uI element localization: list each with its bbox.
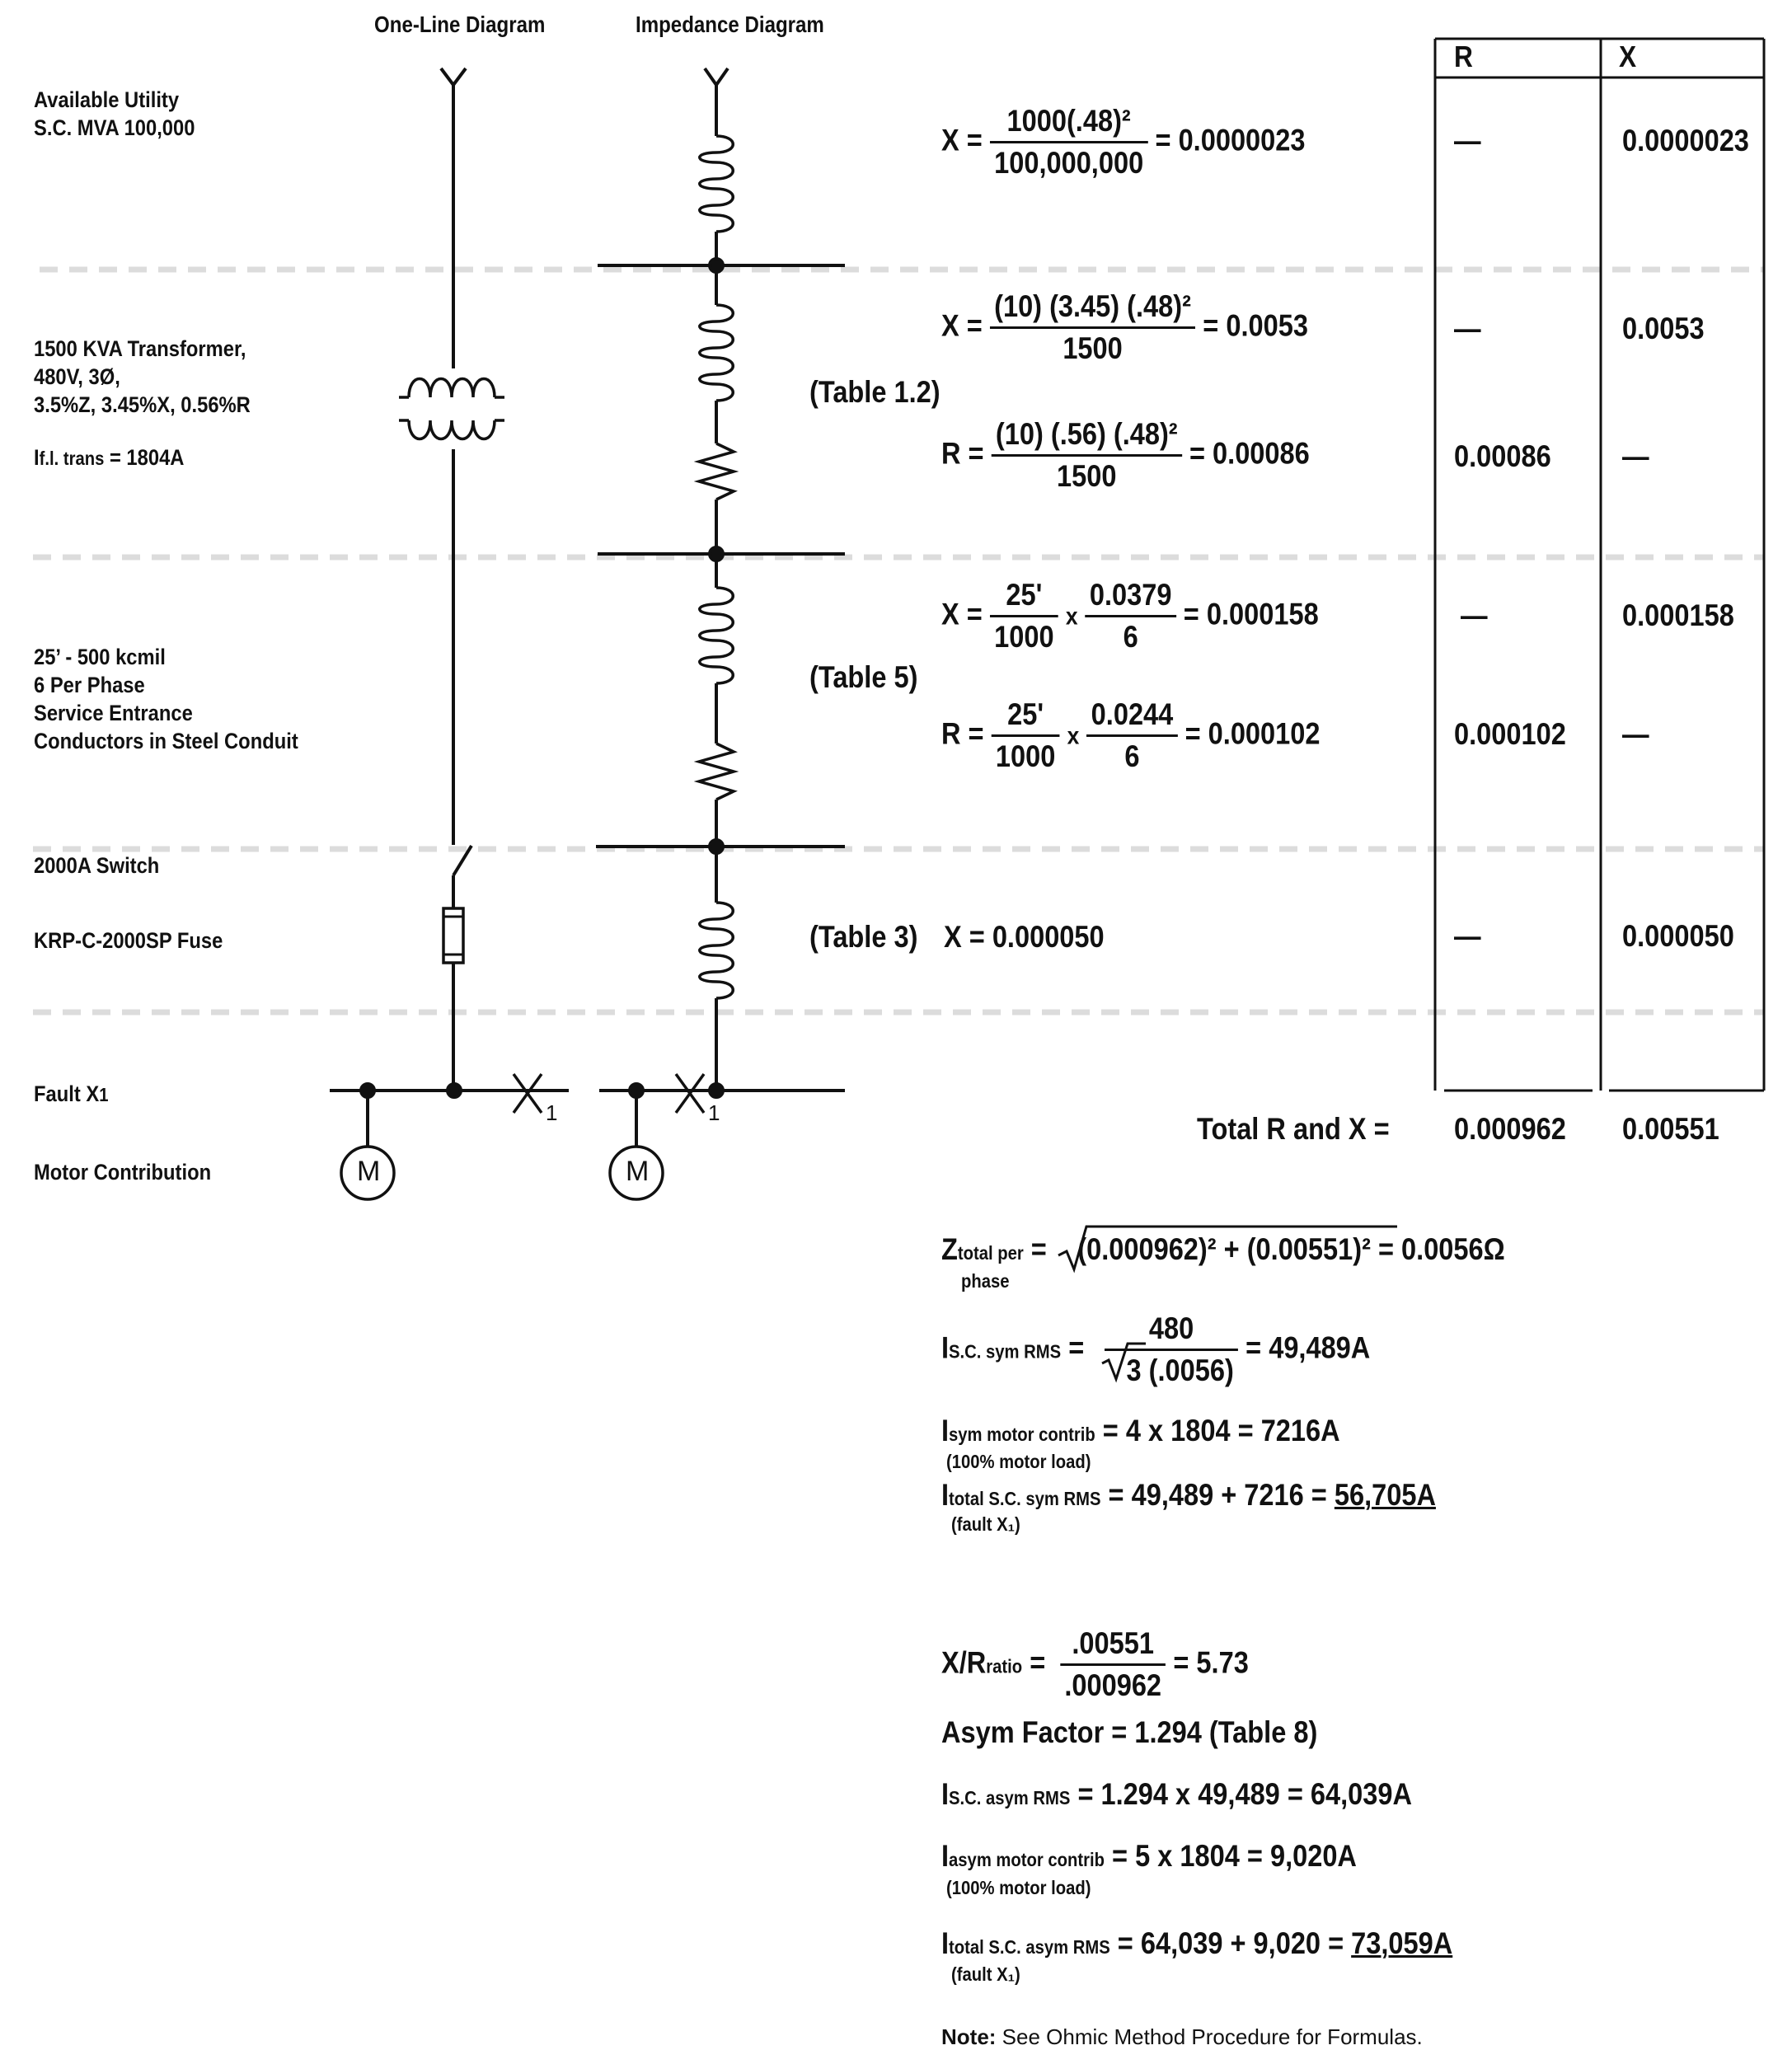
table-cell-r-transformer-x: — (1454, 312, 1481, 345)
transformer-label-line-2: 480V, 3Ø, (34, 364, 120, 389)
one-line-node-bus (448, 1084, 461, 1097)
calc-motor-contrib-asym-note: (100% motor load) (946, 1877, 1091, 1898)
calc-motor-contrib-asym: Iasym motor contrib = 5 x 1804 = 9,020A (941, 1839, 1357, 1873)
impedance-fault-index: 1 (708, 1100, 720, 1125)
equation-transformer-x: X = $\frac{\text{(10) (3.45) (.48)²}}{1500}$ = 0.0053 (941, 289, 1308, 365)
calc-z-total: Ztotal per = (0.000962)² + (0.00551)² = 0.0056Ω (941, 1232, 1505, 1266)
cable-label-line-3: Service Entrance (34, 701, 193, 725)
motor-contribution-label: Motor Contribution (34, 1160, 212, 1184)
cable-r-fraction-1: $\frac{25'}{1000}$ (992, 697, 1060, 775)
transformer-label-line-3: 3.5%Z, 3.45%X, 0.56%R (34, 392, 251, 417)
utility-label-line-1: Available Utility (34, 87, 180, 112)
table-ref-5: (Table 5) (809, 660, 918, 694)
transformer-full-load-current: If.l. trans = 1804A (34, 445, 185, 470)
equation-cable-x: X = $\frac{25'}{1000}$ x $\frac{0.0379}{6}$ = 0.000158 (941, 578, 1319, 654)
one-line-header: One-Line Diagram (374, 12, 546, 37)
equation-cable-r: R = $\frac{25'}{1000}$ x $\frac{0.0244}{6}$ = 0.000102 (941, 697, 1321, 773)
switch-label: 2000A Switch (34, 853, 160, 878)
xr-fraction: $\frac{.00551}{.000962}$ (1060, 1625, 1166, 1704)
total-asym-result: 73,059A (1351, 1926, 1453, 1960)
cable-r-fraction-2: $\frac{0.0244}{6}$ (1086, 697, 1177, 775)
table-cell-x-cable-r: — (1622, 717, 1649, 751)
cable-label-line-2: 6 Per Phase (34, 673, 145, 697)
table-header-r: R (1454, 40, 1473, 73)
equation-utility-x: X = $\frac{\text{1000(.48)²}}{100,000,000}$ = 0.0000023 (941, 104, 1306, 180)
calc-xr-ratio: X/Rratio = $\frac{.00551}{.000962}$ = 5.73 (941, 1626, 1249, 1702)
table-ref-3: (Table 3) (809, 920, 918, 954)
table-cell-r-utility: — (1454, 124, 1481, 157)
table-cell-r-fuse: — (1454, 919, 1481, 953)
transformer-label-line-1: 1500 KVA Transformer, (34, 336, 246, 361)
total-sym-result: 56,705A (1334, 1478, 1436, 1512)
utility-label (34, 86, 195, 142)
calc-total-sym-note: (fault X₁) (951, 1513, 1020, 1535)
fuse-label: KRP-C-2000SP Fuse (34, 928, 223, 953)
transformer-reactance-coil (700, 305, 734, 401)
table-cell-x-utility: 0.0000023 (1622, 124, 1749, 157)
transformer-resistor (699, 443, 734, 500)
calc-z-subscript-phase: phase (961, 1270, 1010, 1292)
table-cell-r-cable-r: 0.000102 (1454, 717, 1566, 751)
transformer-x-fraction: $\frac{\text{(10) (3.45) (.48)²}}{1500}$ (990, 289, 1195, 367)
table-cell-x-transformer-x: 0.0053 (1622, 312, 1705, 345)
calc-motor-contrib-sym-note: (100% motor load) (946, 1451, 1091, 1472)
equation-transformer-r: R = $\frac{\text{(10) (.56) (.48)²}}{1500}$ = 0.00086 (941, 417, 1310, 493)
cable-label-line-4: Conductors in Steel Conduit (34, 729, 298, 753)
calc-total-asym-note: (fault X₁) (951, 1963, 1020, 1985)
one-line-fault-index: 1 (546, 1100, 558, 1125)
table-cell-x-cable-x: 0.000158 (1622, 598, 1734, 632)
table-cell-r-cable-x: — (1461, 598, 1488, 632)
total-r-value: 0.000962 (1454, 1112, 1566, 1146)
table-ref-1-2: (Table 1.2) (809, 375, 941, 409)
utility-fraction: $\frac{\text{1000(.48)²}}{100,000,000}$ (990, 103, 1148, 181)
transformer-r-fraction: $\frac{\text{(10) (.56) (.48)²}}{1500}$ (992, 416, 1182, 495)
table-header-x: X (1619, 40, 1637, 73)
total-x-value: 0.00551 (1622, 1112, 1719, 1146)
one-line-motor-label: M (357, 1156, 381, 1187)
calc-isc-sym: IS.C. sym RMS = $\frac{480}{3 (.0056)}$ = 49,489A (941, 1311, 1371, 1387)
calc-motor-contrib-sym: Isym motor contrib = 4 x 1804 = 7216A (941, 1414, 1340, 1447)
impedance-header: Impedance Diagram (636, 12, 824, 37)
impedance-source-symbol (705, 68, 728, 85)
cable-resistor (699, 744, 734, 800)
calc-total-asym: Itotal S.C. asym RMS = 64,039 + 9,020 = 73,059A (941, 1926, 1453, 1960)
utility-reactance-coil (700, 136, 734, 232)
fuse-reactance-coil (700, 903, 734, 998)
total-label: Total R and X = (1197, 1112, 1390, 1146)
cable-reactance-coil (700, 588, 734, 683)
utility-label-line-2: S.C. MVA 100,000 (34, 115, 195, 140)
impedance-diagram (596, 68, 845, 1199)
cable-x-fraction-2: $\frac{0.0379}{6}$ (1086, 577, 1176, 655)
impedance-motor-label: M (626, 1156, 650, 1187)
table-cell-x-fuse: 0.000050 (1622, 919, 1734, 953)
equation-fuse-x: X = 0.000050 (944, 920, 1105, 954)
fault-label: Fault X1 (34, 1081, 109, 1106)
one-line-diagram (330, 68, 569, 1199)
isc-fraction: $\frac{480}{3 (.0056)}$ (1105, 1311, 1238, 1389)
calc-asym-factor: Asym Factor = 1.294 (Table 8) (941, 1715, 1318, 1749)
transformer-label (34, 335, 251, 419)
cable-label-line-1: 25’ - 500 kcmil (34, 645, 166, 669)
cable-x-fraction-1: $\frac{25'}{1000}$ (990, 577, 1058, 655)
calc-total-sym: Itotal S.C. sym RMS = 49,489 + 7216 = 56,705A (941, 1478, 1436, 1512)
procedure-note: Note: See Ohmic Method Procedure for Formulas. (941, 2024, 1423, 2049)
transformer-symbol (399, 379, 504, 439)
table-cell-r-transformer-r: 0.00086 (1454, 439, 1551, 473)
cable-label (34, 643, 298, 755)
table-cell-x-transformer-r: — (1622, 439, 1649, 473)
calc-isc-asym: IS.C. asym RMS = 1.294 x 49,489 = 64,039A (941, 1777, 1412, 1811)
utility-source-symbol (441, 68, 466, 85)
